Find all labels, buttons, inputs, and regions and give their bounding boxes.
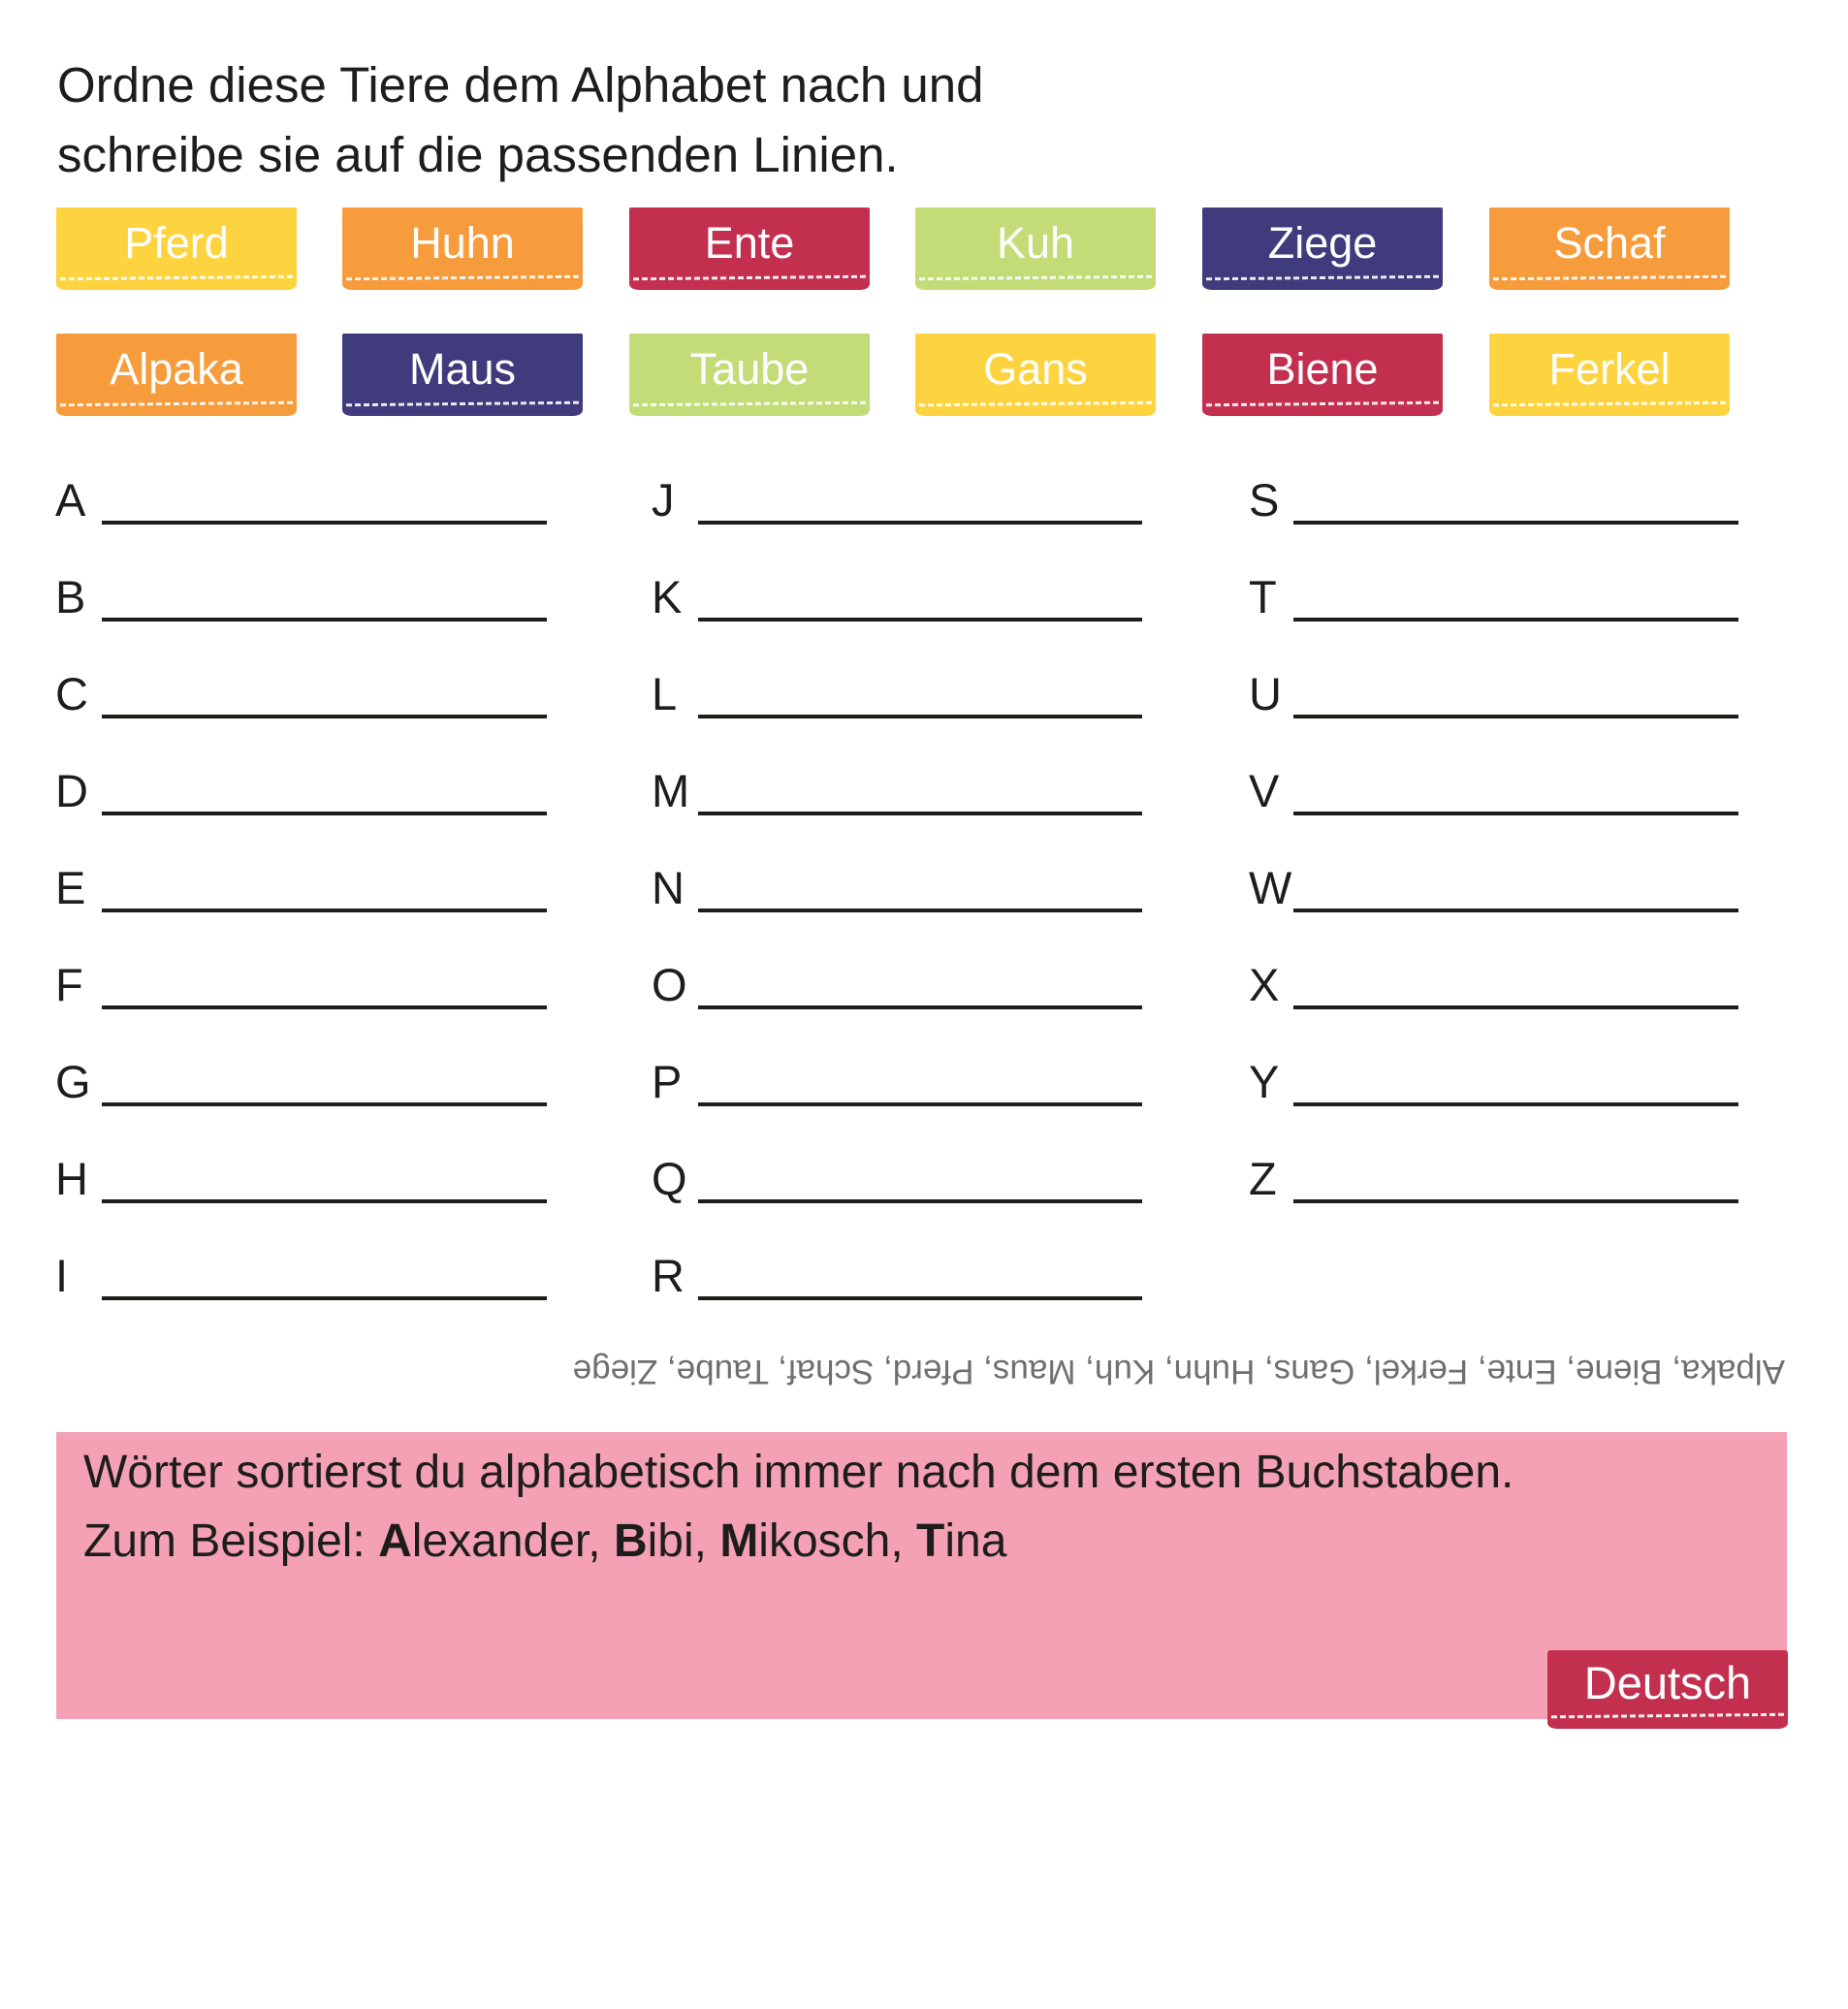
info-example-prefix: Zum Beispiel: <box>83 1515 379 1567</box>
word-tag-huhn <box>342 207 583 290</box>
answer-line[interactable] <box>102 1005 547 1009</box>
alphabet-row <box>1249 660 1738 718</box>
word-tag-biene <box>1202 334 1443 416</box>
answer-line[interactable] <box>1293 812 1738 815</box>
word-tag-alpaka <box>56 334 297 416</box>
word-tag-maus <box>342 334 583 416</box>
stitch-decoration <box>919 275 1152 281</box>
answer-line[interactable] <box>102 1199 547 1203</box>
alphabet-row <box>55 563 547 622</box>
example-separator: , <box>588 1515 614 1567</box>
alphabet-letter: F <box>55 959 83 1010</box>
instruction-line-2: schreibe sie auf die passenden Linien. <box>57 127 899 182</box>
example-separator: , <box>693 1515 720 1567</box>
answer-line[interactable] <box>1293 1199 1738 1203</box>
answer-line[interactable] <box>102 812 547 815</box>
alphabet-row <box>652 1145 1142 1203</box>
alphabet-row <box>55 757 547 815</box>
stitch-decoration <box>919 401 1152 407</box>
example-rest: ikosch <box>758 1515 891 1567</box>
stitch-decoration <box>1206 401 1439 407</box>
answer-line[interactable] <box>698 909 1142 912</box>
stitch-decoration <box>60 275 293 281</box>
example-rest: ibi <box>647 1515 694 1567</box>
word-tag-label: Taube <box>689 344 810 394</box>
alphabet-row <box>55 1048 547 1106</box>
word-tag-taube <box>629 334 870 416</box>
subject-tag-deutsch <box>1547 1650 1788 1729</box>
answer-line[interactable] <box>698 1296 1142 1300</box>
alphabet-row <box>55 951 547 1009</box>
word-tag-label: Ente <box>704 218 795 268</box>
word-tag-label: Kuh <box>996 218 1075 268</box>
stitch-decoration <box>346 401 579 407</box>
stitch-decoration <box>346 275 579 281</box>
answer-line[interactable] <box>102 618 547 622</box>
alphabet-row <box>55 660 547 718</box>
example-initial: B <box>613 1515 648 1567</box>
example-separator: , <box>890 1515 917 1567</box>
alphabet-row <box>652 1048 1142 1106</box>
answer-line[interactable] <box>102 1296 547 1300</box>
word-tag-label: Pferd <box>124 218 229 268</box>
word-tag-label: Ziege <box>1267 218 1378 268</box>
alphabet-letter: K <box>652 571 683 622</box>
answer-line[interactable] <box>102 521 547 525</box>
alphabet-row <box>55 466 547 525</box>
alphabet-letter: N <box>652 862 685 913</box>
word-tag-ente <box>629 207 870 290</box>
alphabet-letter: Q <box>652 1153 687 1204</box>
word-tag-label: Biene <box>1266 344 1379 394</box>
alphabet-row <box>652 466 1142 525</box>
alphabet-letter: W <box>1249 862 1292 913</box>
alphabet-row <box>652 757 1142 815</box>
word-tag-ferkel <box>1489 334 1730 416</box>
alphabet-row <box>652 854 1142 912</box>
instruction-text <box>57 50 983 190</box>
alphabet-row <box>1249 466 1738 525</box>
info-box <box>56 1432 1787 1719</box>
answer-line[interactable] <box>698 1005 1142 1009</box>
info-rule-text: Wörter sortierst du alphabetisch immer nach dem ersten Buchstaben. <box>83 1447 1514 1498</box>
answer-line[interactable] <box>102 1102 547 1106</box>
alphabet-letter: V <box>1249 765 1280 816</box>
alphabet-row <box>652 951 1142 1009</box>
example-initial: T <box>916 1515 945 1567</box>
alphabet-letter: T <box>1249 571 1277 622</box>
alphabet-row <box>1249 854 1738 912</box>
alphabet-row <box>1249 1145 1738 1203</box>
word-tag-label: Maus <box>408 344 517 394</box>
word-tag-label: Alpaka <box>110 344 243 394</box>
answer-line[interactable] <box>698 812 1142 815</box>
answer-line[interactable] <box>102 909 547 912</box>
word-tag-label: Schaf <box>1553 218 1666 268</box>
alphabet-letter: O <box>652 959 687 1010</box>
answer-line[interactable] <box>698 1199 1142 1203</box>
answer-line[interactable] <box>698 715 1142 718</box>
alphabet-row <box>55 1145 547 1203</box>
example-rest: lexander <box>411 1515 589 1567</box>
alphabet-row <box>652 660 1142 718</box>
alphabet-letter: D <box>55 765 88 816</box>
instruction-line-1: Ordne diese Tiere dem Alphabet nach und <box>57 57 984 112</box>
alphabet-letter: S <box>1249 474 1280 526</box>
alphabet-row <box>1249 951 1738 1009</box>
alphabet-letter: U <box>1249 668 1282 719</box>
alphabet-letter: G <box>55 1056 91 1107</box>
answer-line[interactable] <box>1293 909 1738 912</box>
info-example-text <box>83 1516 1006 1567</box>
word-tag-kuh <box>915 207 1156 290</box>
word-tag-label: Gans <box>983 344 1088 394</box>
word-tag-ziege <box>1202 207 1443 290</box>
alphabet-row <box>1249 757 1738 815</box>
stitch-decoration <box>60 401 293 407</box>
stitch-decoration <box>1206 275 1439 281</box>
answer-line[interactable] <box>1293 618 1738 622</box>
alphabet-letter: Z <box>1249 1153 1277 1204</box>
alphabet-row <box>55 854 547 912</box>
answer-line[interactable] <box>102 715 547 718</box>
alphabet-row <box>1249 563 1738 622</box>
answer-line[interactable] <box>698 521 1142 525</box>
example-initial: M <box>719 1515 759 1567</box>
alphabet-letter: L <box>652 668 678 719</box>
stitch-decoration <box>633 401 866 407</box>
alphabet-row <box>1249 1048 1738 1106</box>
stitch-decoration <box>1551 1713 1784 1719</box>
stitch-decoration <box>633 275 866 281</box>
word-tag-label: Ferkel <box>1548 344 1671 394</box>
example-rest: ina <box>944 1515 1007 1567</box>
answer-line[interactable] <box>698 1102 1142 1106</box>
subject-tag-label: Deutsch <box>1583 1657 1752 1708</box>
alphabet-letter: I <box>55 1250 69 1301</box>
alphabet-letter: C <box>55 668 88 719</box>
alphabet-letter: H <box>55 1153 88 1204</box>
word-tag-schaf <box>1489 207 1730 290</box>
answer-line[interactable] <box>698 618 1142 622</box>
upside-down-solution: Alpaka, Biene, Ente, Ferkel, Gans, Huhn, Kuh, Maus, Pferd, Schaf, Taube, Ziege <box>572 1353 1785 1390</box>
answer-line[interactable] <box>1293 715 1738 718</box>
alphabet-letter: M <box>652 765 690 816</box>
alphabet-letter: Y <box>1249 1056 1280 1107</box>
alphabet-letter: E <box>55 862 86 913</box>
alphabet-row <box>652 1242 1142 1300</box>
alphabet-letter: R <box>652 1250 685 1301</box>
example-initial: A <box>378 1515 412 1567</box>
answer-line[interactable] <box>1293 521 1738 525</box>
stitch-decoration <box>1493 401 1726 407</box>
alphabet-letter: J <box>652 474 675 526</box>
alphabet-letter: A <box>55 474 86 526</box>
answer-line[interactable] <box>1293 1102 1738 1106</box>
alphabet-row <box>55 1242 547 1300</box>
alphabet-letter: X <box>1249 959 1280 1010</box>
alphabet-row <box>652 563 1142 622</box>
alphabet-letter: B <box>55 571 86 622</box>
word-tag-label: Huhn <box>410 218 515 268</box>
word-tag-pferd <box>56 207 297 290</box>
stitch-decoration <box>1493 275 1726 281</box>
answer-line[interactable] <box>1293 1005 1738 1009</box>
word-tag-gans <box>915 334 1156 416</box>
alphabet-letter: P <box>652 1056 683 1107</box>
